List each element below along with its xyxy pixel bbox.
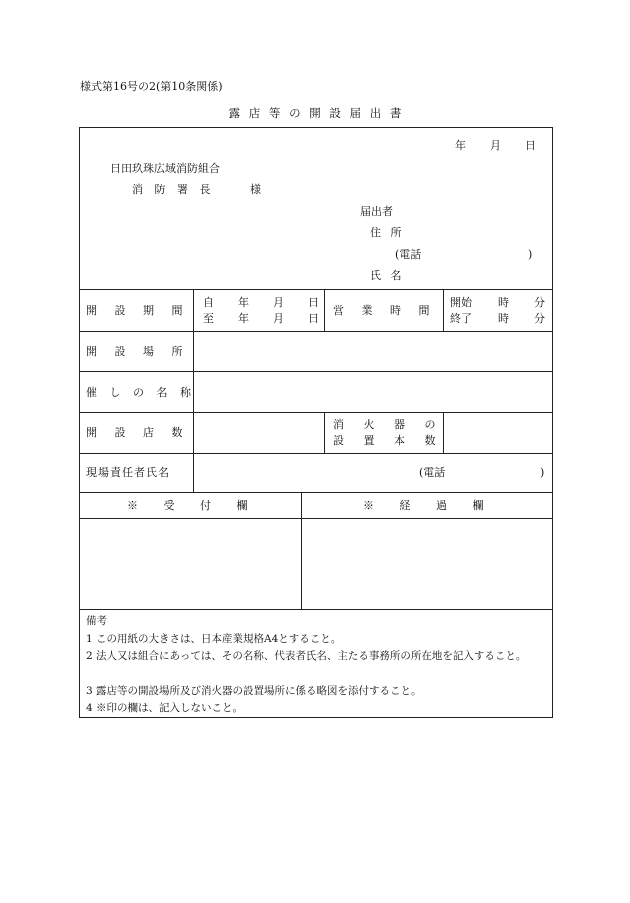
period-from-day: 日 (308, 296, 319, 309)
manager-phone-close: ) (540, 466, 545, 479)
remarks-item-4: 4 ※印の欄は、記入しないこと。 (86, 702, 244, 714)
extinguisher-label-line2: 設 置 本 数 (333, 434, 436, 447)
period-label: 開 設 期 間 (86, 304, 183, 317)
hours-end-hour: 時 (498, 312, 509, 325)
date-year: 年 (455, 139, 466, 152)
period-from-month: 月 (273, 296, 284, 309)
divider-stores (79, 453, 553, 454)
divider-remarks (79, 609, 553, 610)
progress-label: ※ 経 過 欄 (363, 499, 484, 512)
divider-manager (79, 492, 553, 493)
extinguisher-label-line1: 消 火 器 の (333, 418, 436, 431)
notifier-label: 届出者 (360, 205, 393, 218)
period-to-month: 月 (273, 312, 284, 325)
divider-location (79, 371, 553, 372)
reception-label: ※ 受 付 欄 (127, 499, 248, 512)
hours-end-minute: 分 (534, 312, 545, 325)
hours-start: 開始 (450, 296, 472, 309)
label-column-line (193, 289, 194, 492)
addressee-organization: 日田玖珠広域消防組合 (110, 162, 220, 175)
form-frame (79, 127, 553, 718)
remarks-item-2: 2 法人又は組合にあっては、その名称、代表者氏名、主たる事務所の所在地を記入すること。 (86, 650, 527, 662)
store-count-label: 開 設 店 数 (86, 426, 183, 439)
form-reference: 様式第16号の2(第10条関係) (80, 80, 223, 93)
event-name-label: 催 し の 名 称 (86, 386, 191, 399)
period-hours-line (324, 289, 325, 331)
period-to: 至 (203, 312, 214, 325)
location-label: 開 設 場 所 (86, 345, 183, 358)
date-day: 日 (525, 139, 536, 152)
document-title: 露 店 等 の 開 設 届 出 書 (228, 106, 402, 120)
remarks-item-1: 1 この用紙の大きさは、日本産業規格A4とすること。 (86, 633, 342, 645)
remarks-item-3: 3 露店等の開設場所及び消火器の設置場所に係る略図を添付すること。 (86, 685, 422, 697)
remarks-heading: 備考 (86, 615, 107, 627)
divider-header (79, 289, 553, 290)
divider-period (79, 331, 553, 332)
addressee-honorific: 様 (250, 183, 261, 196)
hours-start-hour: 時 (498, 296, 509, 309)
period-from-year: 年 (238, 296, 249, 309)
hours-label: 営 業 時 間 (333, 304, 430, 317)
reception-progress-line (301, 492, 302, 609)
period-to-year: 年 (238, 312, 249, 325)
period-from: 自 (203, 296, 214, 309)
hours-start-minute: 分 (534, 296, 545, 309)
stores-extinguisher-line (324, 412, 325, 453)
manager-phone-open: (電話 (419, 466, 446, 479)
hours-value-line (443, 289, 444, 331)
period-to-day: 日 (308, 312, 319, 325)
extinguisher-value-line (443, 412, 444, 453)
addressee-title: 消 防 署 長 (132, 183, 211, 196)
divider-event (79, 412, 553, 413)
hours-end: 終了 (450, 312, 472, 325)
notifier-phone-open: (電話 (395, 248, 422, 261)
address-label: 住 所 (370, 226, 402, 239)
date-month: 月 (490, 139, 501, 152)
manager-label: 現場責任者氏名 (86, 466, 170, 479)
notifier-phone-close: ) (528, 248, 533, 261)
divider-section-labels (79, 518, 553, 519)
name-label: 氏 名 (370, 269, 402, 282)
